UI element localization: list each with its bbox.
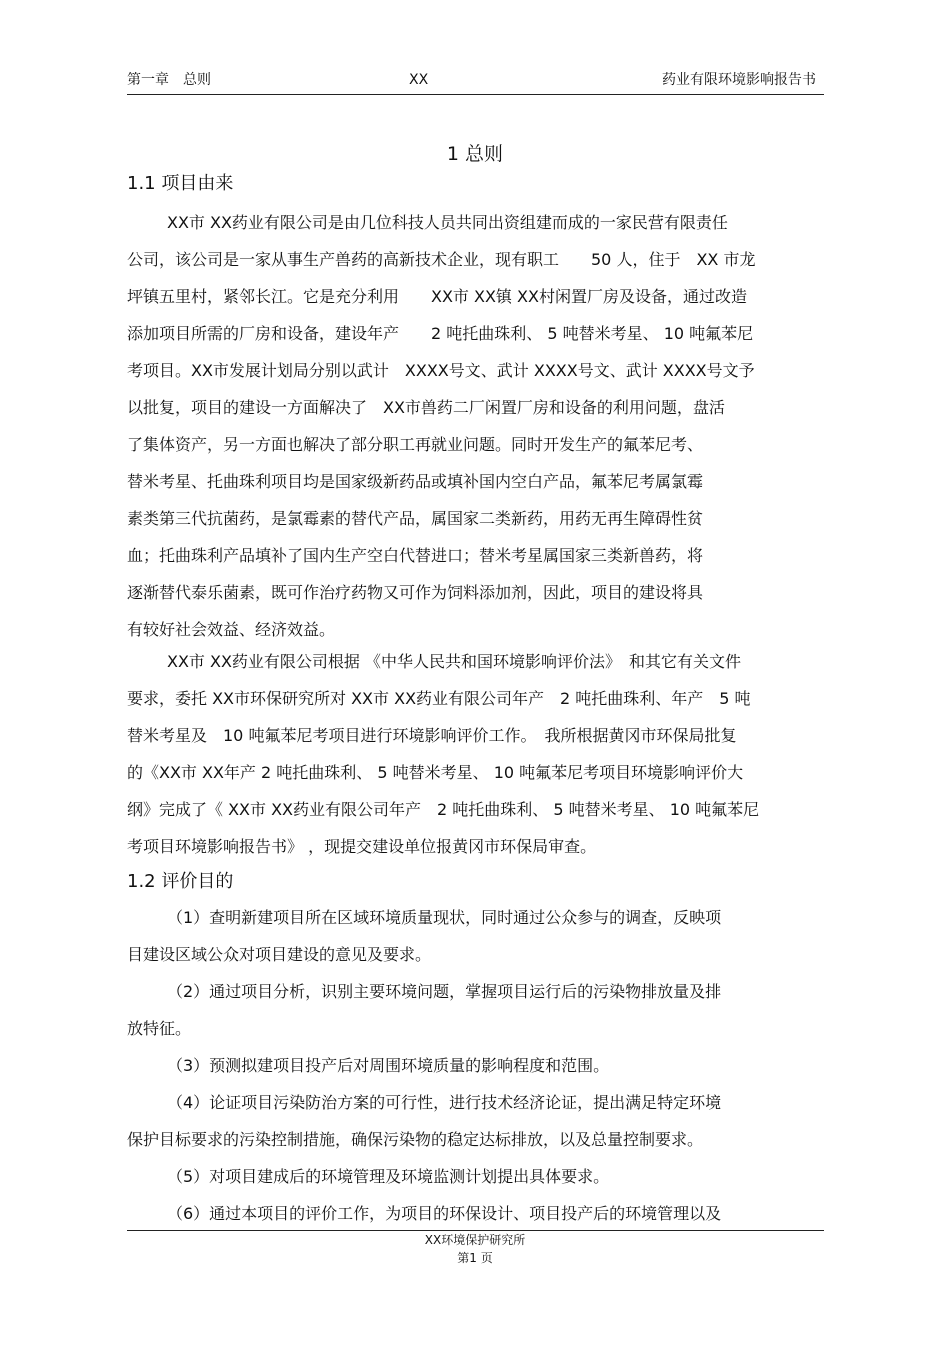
list-item: （5）对项目建成后的环境管理及环境监测计划提出具体要求。 [167, 1167, 610, 1186]
text-line: 要求，委托 XX市环保研究所对 XX市 XX药业有限公司年产 2 吨托曲珠利、年产 5 吨 [127, 689, 751, 708]
objectives-list [127, 899, 824, 1232]
text-line: 坪镇五里村，紧邻长江。它是充分利用 XX市 XX镇 XX村闲置厂房及设备，通过改造 [127, 287, 747, 306]
text-line: 替米考星及 10 吨氟苯尼考项目进行环境影响评价工作。 我所根据黄冈市环保局批复 [127, 726, 737, 745]
list-item-continued: 目建设区域公众对项目建设的意见及要求。 [127, 945, 432, 964]
footer-org: XX环境保护研究所 [424, 1233, 526, 1247]
text-line: 素类第三代抗菌药，是氯霉素的替代产品，属国家二类新药，用药无再生障碍性贫 [127, 509, 704, 528]
chapter-title: 1 总则 [446, 143, 504, 165]
paragraph-1-1-b [127, 643, 824, 865]
header-company: XX [409, 72, 429, 88]
page-number: 第1 页 [457, 1251, 493, 1265]
text-line: 以批复，项目的建设一方面解决了 XX市兽药二厂闲置厂房和设备的利用问题，盘活 [127, 398, 725, 417]
header-doc-title: 药业有限环境影响报告书 [662, 72, 816, 88]
text-line: 的《XX市 XX年产 2 吨托曲珠利、 5 吨替米考星、 10 吨氟苯尼考项目环境影响评价大 [127, 763, 744, 782]
paragraph-1-1-a [127, 204, 824, 648]
list-item: （4）论证项目污染防治方案的可行性，进行技术经济论证，提出满足特定环境 [167, 1093, 722, 1112]
text-line: 纲》完成了《 XX市 XX药业有限公司年产 2 吨托曲珠利、 5 吨替米考星、 10 吨氟苯尼 [127, 800, 760, 819]
list-item: （3）预测拟建项目投产后对周围环境质量的影响程度和范围。 [167, 1056, 610, 1075]
text-line: 替米考星、托曲珠利项目均是国家级新药品或填补国内空白产品，氟苯尼考属氯霉 [127, 472, 704, 491]
footer-rule [127, 1230, 824, 1231]
text-line: 添加项目所需的厂房和设备，建设年产 2 吨托曲珠利、 5 吨替米考星、 10 吨氟苯尼 [127, 324, 754, 343]
text-line: XX市 XX药业有限公司是由几位科技人员共同出资组建而成的一家民营有限责任 [167, 213, 728, 232]
list-item-continued: 保护目标要求的污染控制措施，确保污染物的稳定达标排放，以及总量控制要求。 [127, 1130, 704, 1149]
list-item: （1）查明新建项目所在区域环境质量现状，同时通过公众参与的调查，反映项 [167, 908, 722, 927]
section-heading-1-2: 1.2 评价目的 [127, 871, 234, 892]
text-line: 有较好社会效益、经济效益。 [127, 620, 336, 639]
header-rule [127, 94, 824, 95]
list-item: （6）通过本项目的评价工作，为项目的环保设计、项目投产后的环境管理以及 [167, 1204, 722, 1223]
section-heading-1-1: 1.1 项目由来 [127, 173, 234, 194]
text-line: XX市 XX药业有限公司根据 《中华人民共和国环境影响评价法》 和其它有关文件 [167, 652, 742, 671]
text-line: 考项目。XX市发展计划局分别以武计 XXXX号文、武计 XXXX号文、武计 XXXX号文予 [127, 361, 755, 380]
page-header [127, 70, 824, 92]
text-line: 考项目环境影响报告书》 ，现提交建设单位报黄冈市环保局审查。 [127, 837, 597, 856]
text-line: 血；托曲珠利产品填补了国内生产空白代替进口；替米考星属国家三类新兽药，将 [127, 546, 704, 565]
text-line: 逐渐替代泰乐菌素，既可作治疗药物又可作为饲料添加剂，因此，项目的建设将具 [127, 583, 704, 602]
list-item: （2）通过项目分析，识别主要环境问题，掌握项目运行后的污染物排放量及排 [167, 982, 722, 1001]
text-line: 了集体资产，另一方面也解决了部分职工再就业问题。同时开发生产的氟苯尼考、 [127, 435, 704, 454]
text-line: 公司，该公司是一家从事生产兽药的高新技术企业，现有职工 50 人，住于 XX 市龙 [127, 250, 756, 269]
header-chapter: 第一章 总则 [127, 72, 211, 88]
list-item-continued: 放特征。 [127, 1019, 192, 1038]
